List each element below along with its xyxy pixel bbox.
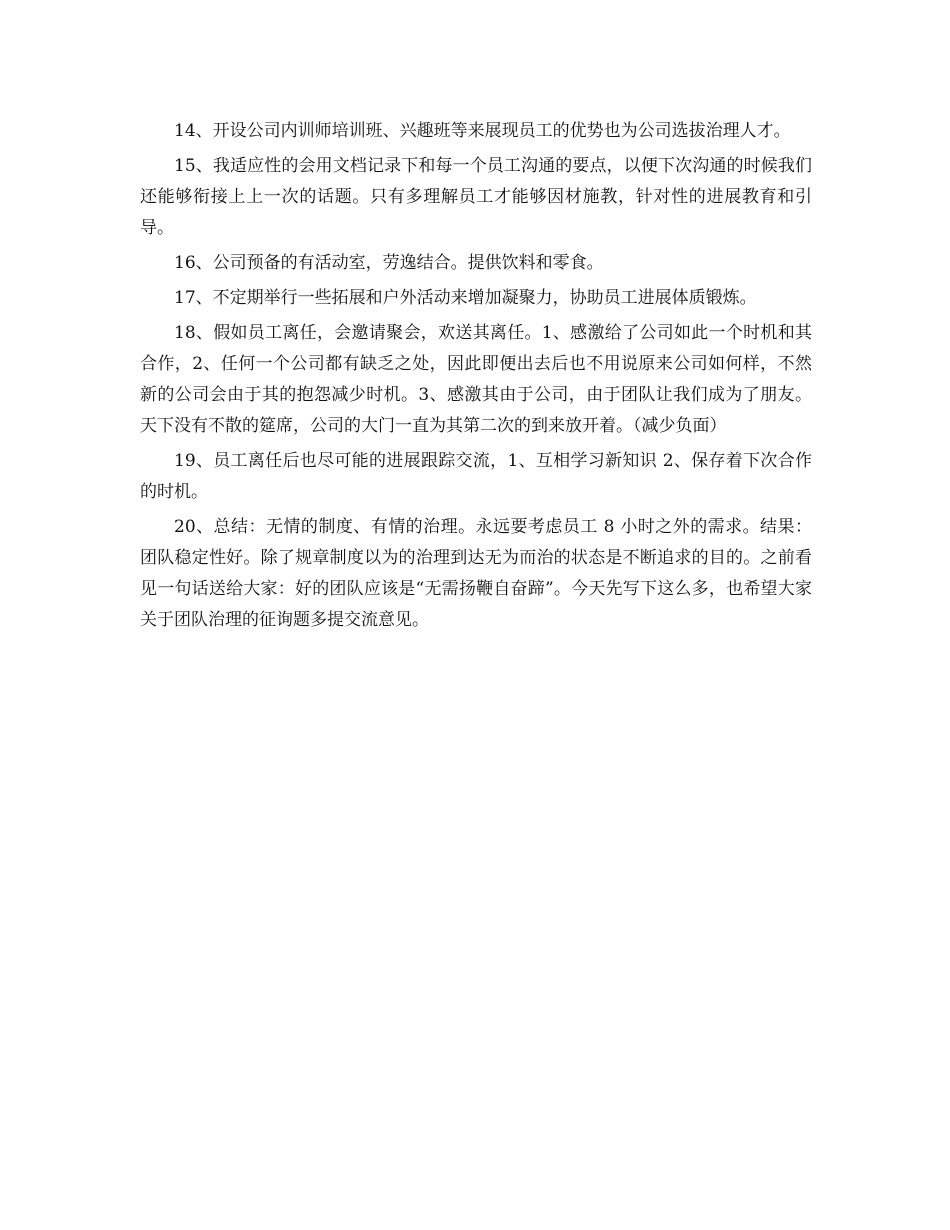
paragraph-15: 15、我适应性的会用文档记录下和每一个员工沟通的要点，以便下次沟通的时候我们还能够衔接上上一次的话题。只有多理解员工才能够因材施教，针对性的进展教育和引导。 (140, 156, 812, 238)
paragraph-14: 14、开设公司内训师培训班、兴趣班等来展现员工的优势也为公司选拔治理人才。 (174, 121, 791, 141)
paragraph-17: 17、不定期举行一些拓展和户外活动来增加凝聚力，协助员工进展体质锻炼。 (174, 288, 757, 308)
paragraph-18: 18、假如员工离任，会邀请聚会，欢送其离任。1、感激给了公司如此一个时机和其合作，2、任何一个公司都有缺乏之处，因此即便出去后也不用说原来公司如何样，不然新的公司会由于其的抱怨减少时机。3、感激其由于公司，由于团队让我们成为了朋友。天下没有不散的筵席，公司的大门一直为其第二次的到来放开着。（减少负面） (140, 323, 812, 436)
paragraph-19: 19、员工离任后也尽可能的进展跟踪交流，1、互相学习新知识 2、保存着下次合作的时机。 (140, 451, 812, 502)
paragraph-16: 16、公司预备的有活动室，劳逸结合。提供饮料和零食。 (174, 253, 604, 273)
document-body (140, 116, 812, 640)
paragraph-20: 20、总结：无情的制度、有情的治理。永远要考虑员工 8 小时之外的需求。结果：团队稳定性好。除了规章制度以为的治理到达无为而治的状态是不断追求的目的。之前看见一句话送给大家：好的团队应该是“无需扬鞭自奋蹄”。今天先写下这么多，也希望大家关于团队治理的征询题多提交流意见。 (140, 517, 812, 630)
